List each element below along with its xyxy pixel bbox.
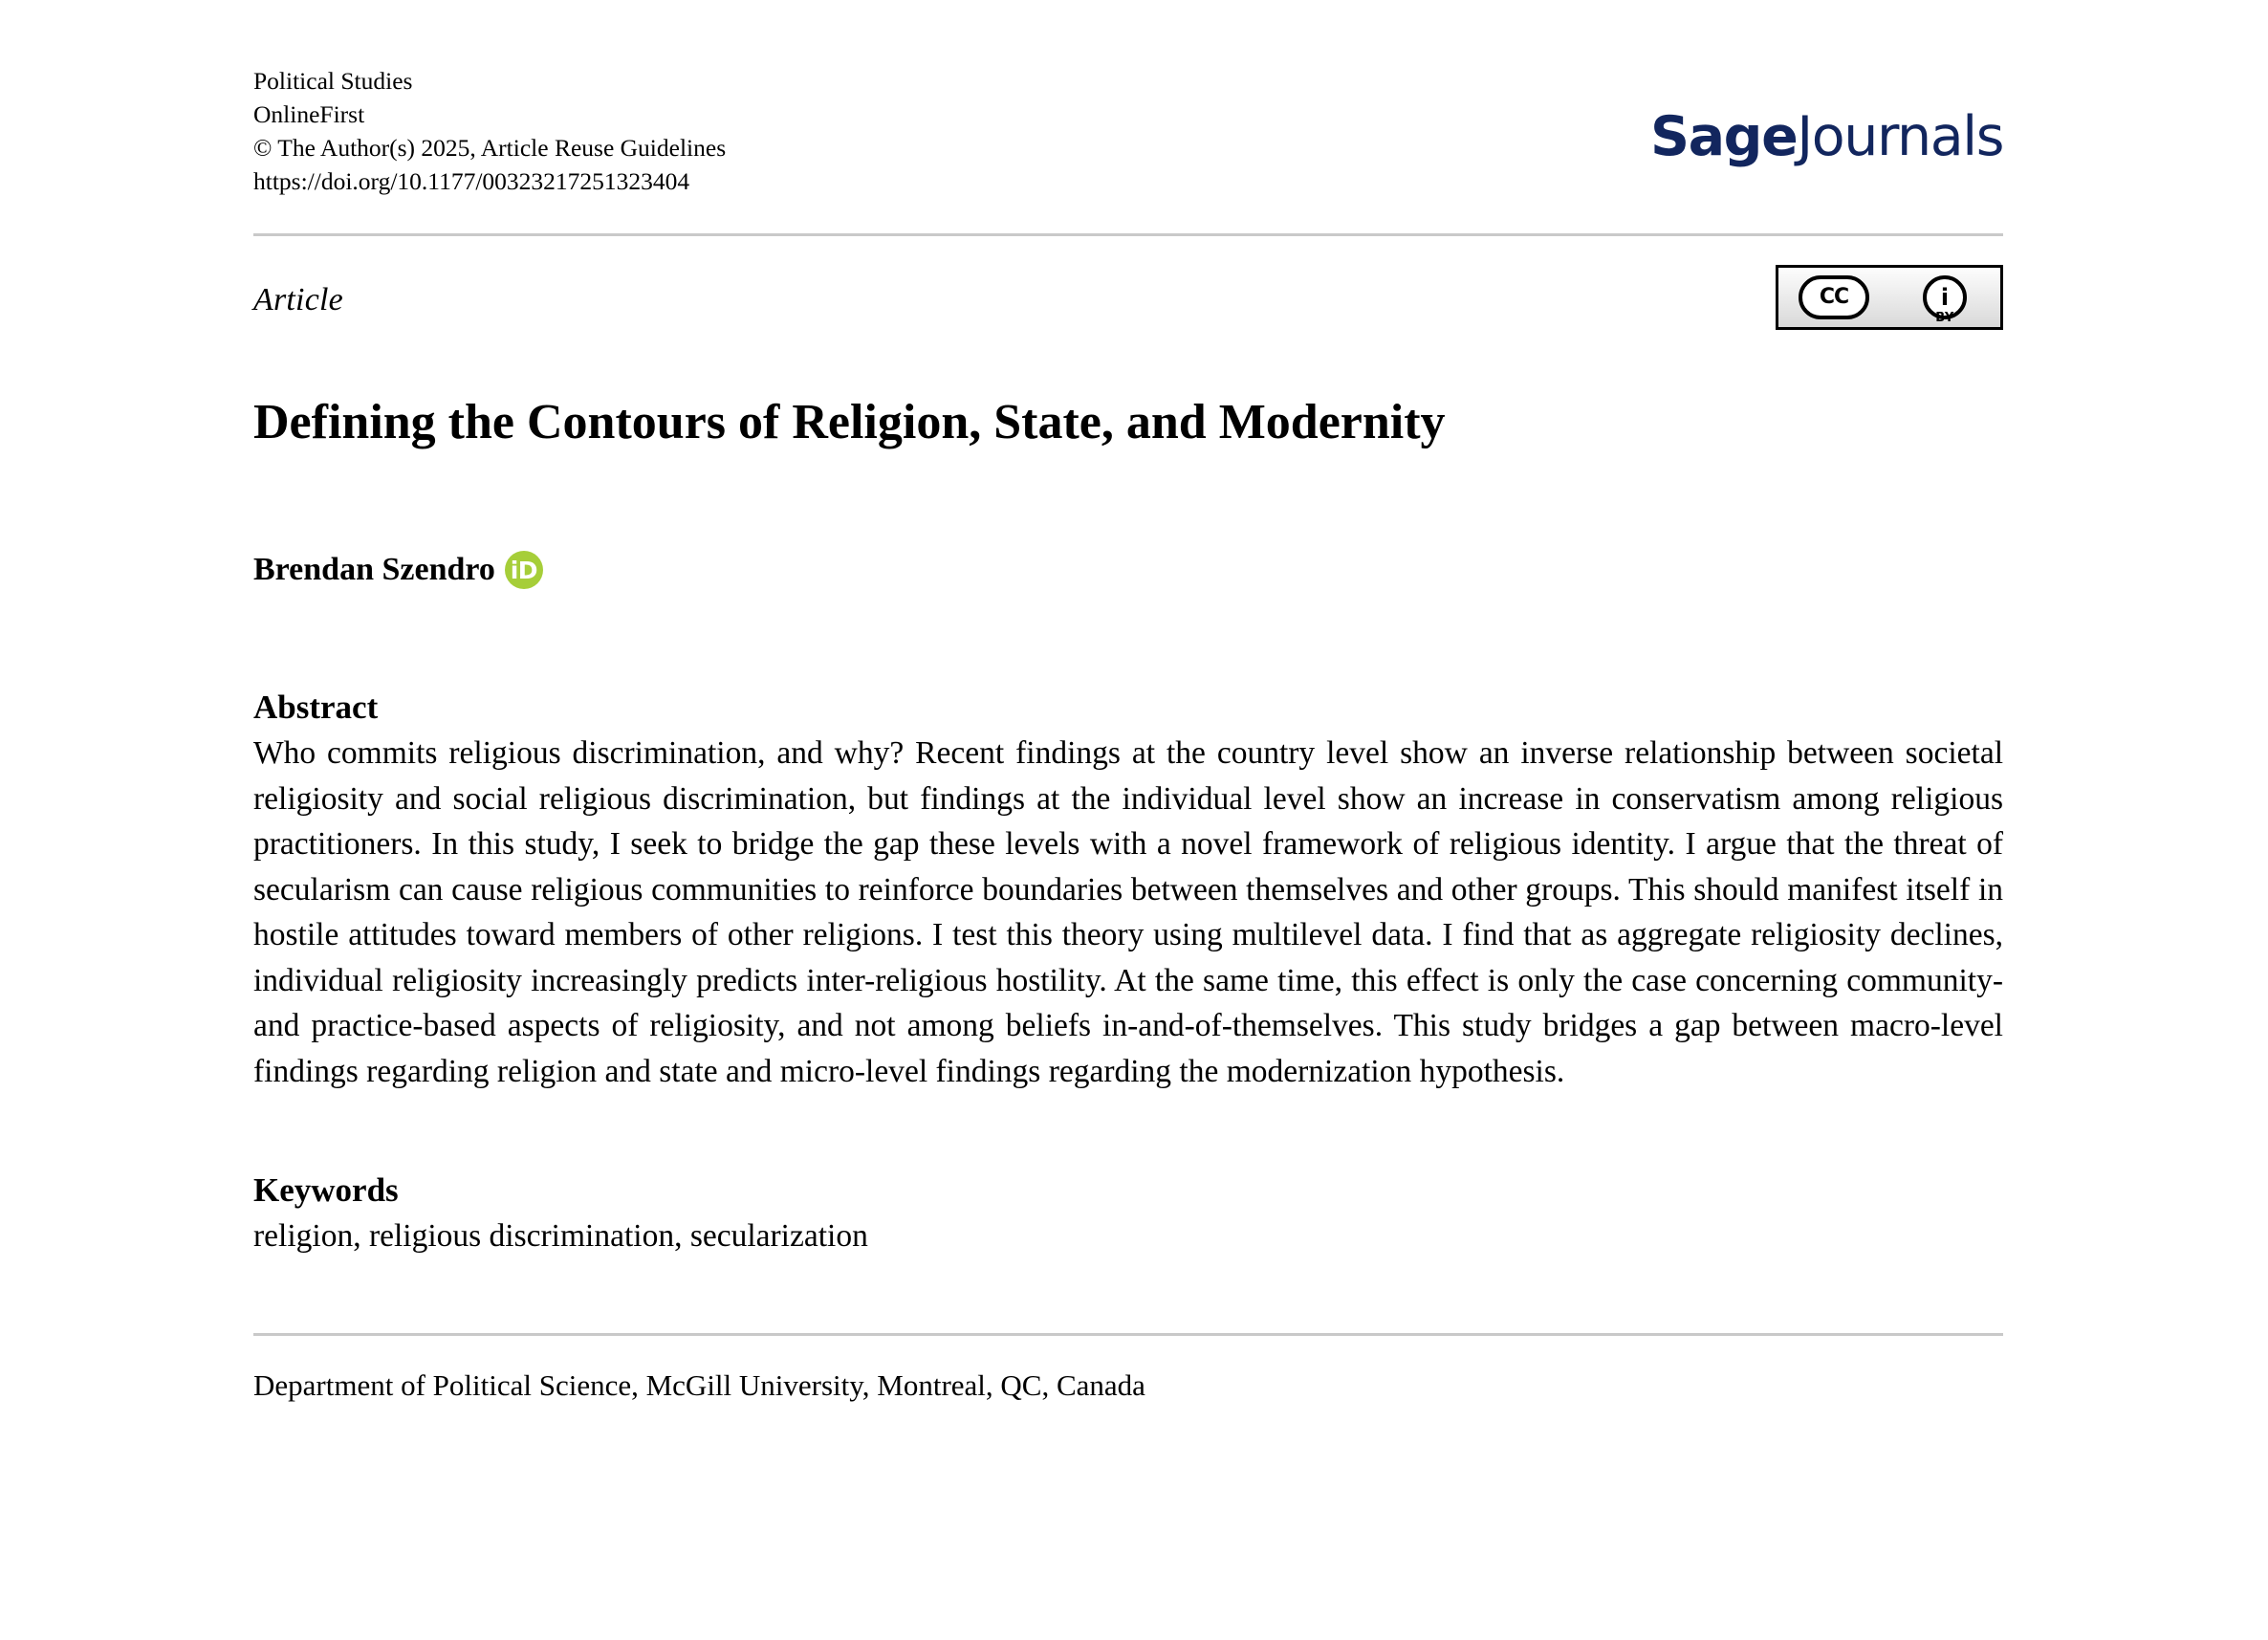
sage-journals-logo[interactable]: [1650, 105, 2003, 168]
keywords-heading: Keywords: [253, 1170, 399, 1209]
orcid-icon[interactable]: iD: [505, 551, 543, 589]
info-icon: i: [1923, 275, 1967, 319]
abstract-text: Who commits religious discrimination, and why? Recent findings at the country level show an inverse relationship between societal religiosity and social religious discrimination, but findings at the individual level show an increase in conservatism among religious practitioners. In this study, I seek to bridge the gap these levels with a novel framework of religious identity. I argue that the threat of secularism can cause religious communities to reinforce boundaries between themselves and other groups. This should manifest itself in hostile attitudes toward members of other religions. I test this theory using multilevel data. I find that as aggregate religiosity declines, individual religiosity increasingly predicts inter-religious hostility. At the same time, this effect is only the case concerning community- and practice-based aspects of religiosity, and not among beliefs in-and-of-themselves. This study bridges a gap between macro-level findings regarding religion and state and micro-level findings regarding the modernization hypothesis.: [253, 735, 2003, 1089]
cc-logo-section: [1778, 268, 1889, 327]
abstract-heading: Abstract: [253, 689, 379, 727]
copyright-line: © The Author(s) 2025, Article Reuse Guidelines: [253, 133, 727, 162]
author-name: Brendan Szendro: [253, 552, 495, 588]
author-affiliation: Department of Political Science, McGill University, Montreal, QC, Canada: [253, 1368, 1145, 1403]
journal-name: Political Studies: [253, 67, 413, 95]
cc-mark: CC: [1799, 275, 1869, 319]
cc-attribution-section: [1889, 268, 2000, 327]
page-content: [253, 0, 2003, 1407]
article-type-label: Article: [253, 281, 343, 317]
keywords-text: religion, religious discrimination, secularization: [253, 1217, 868, 1254]
logo-sage-text: Sage: [1649, 105, 1798, 168]
header-divider: [253, 233, 2003, 236]
creative-commons-by-icon[interactable]: [1776, 265, 2003, 330]
footer-divider: [253, 1333, 2003, 1336]
page-title: Defining the Contours of Religion, State, and Modernity: [253, 394, 1446, 449]
cc-by-caption: BY: [1935, 310, 1954, 325]
article-type-row: [253, 282, 2003, 368]
logo-journals-text: Journals: [1797, 105, 2003, 168]
doi-link[interactable]: https://doi.org/10.1177/00323217251323404: [253, 166, 690, 195]
author-line: [253, 551, 2003, 589]
journal-header: [253, 0, 2003, 236]
publication-stage: OnlineFirst: [253, 99, 365, 128]
